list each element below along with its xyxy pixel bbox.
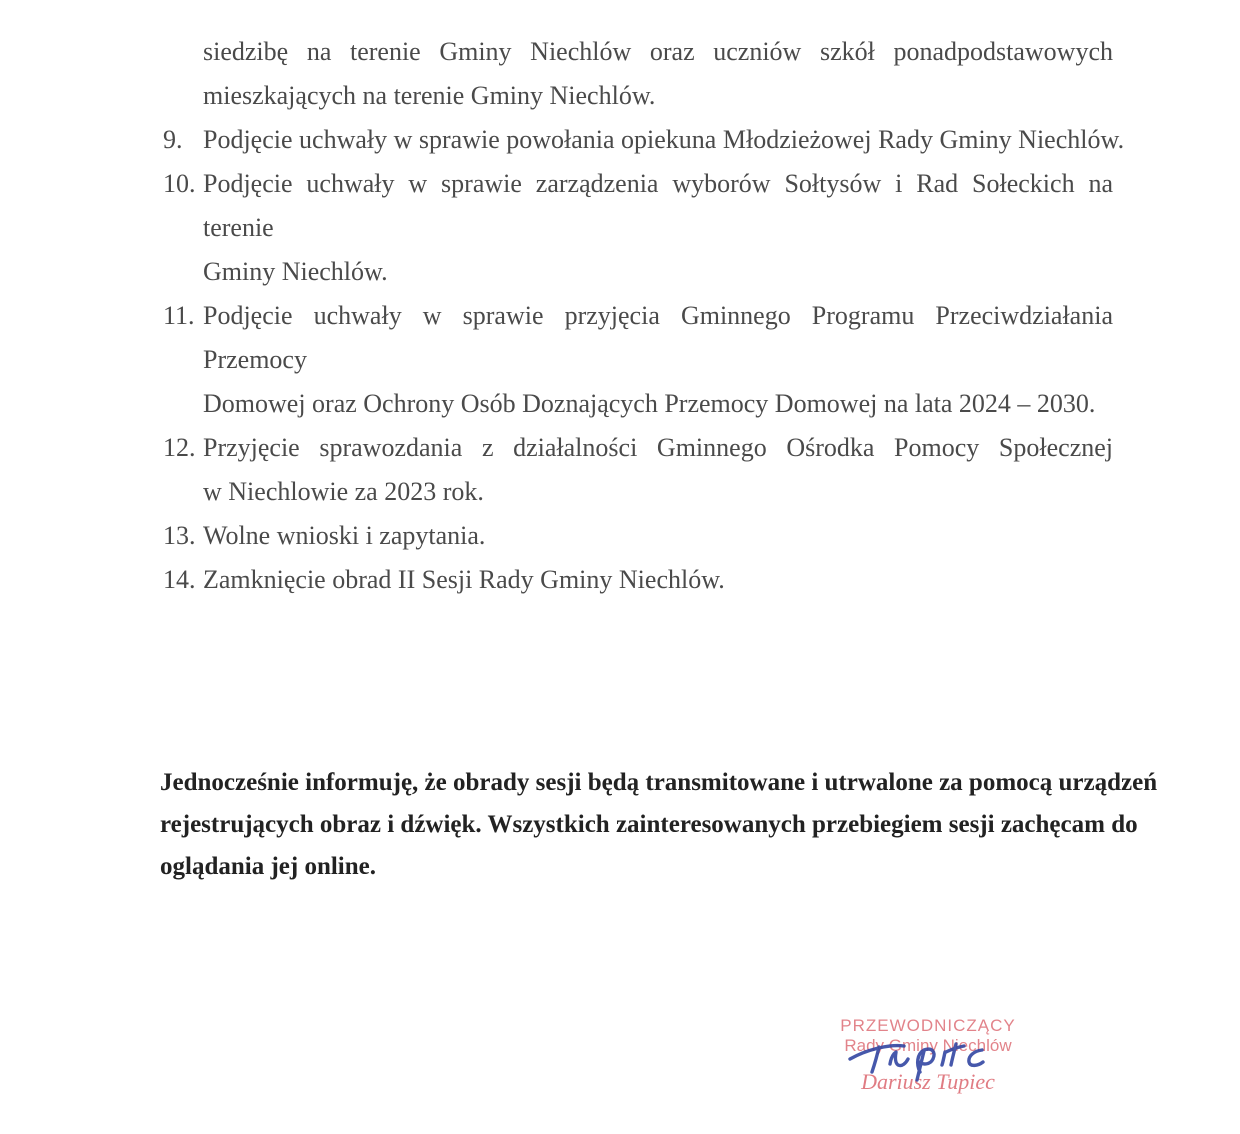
stamp-subtitle: Rady Gminy Niechlów	[844, 1035, 1012, 1055]
agenda-item-number: 10.	[163, 169, 196, 198]
paragraph-line: Podjęcie uchwały w sprawie przyjęcia Gminnego Programu Przeciwdziałania Przemocy	[203, 301, 1113, 374]
paragraph-line: mieszkających na terenie Gminy Niechlów.	[203, 81, 656, 110]
paragraph-line: Wolne wnioski i zapytania.	[203, 521, 486, 550]
paragraph-line: siedzibę na terenie Gminy Niechlów oraz uczniów szkół ponadpodstawowych	[203, 37, 1113, 66]
paragraph-line: oglądania jej online.	[160, 853, 376, 880]
stamp-name: Dariusz Tupiec	[861, 1069, 995, 1095]
stamp-title: PRZEWODNICZĄCY	[840, 1016, 1016, 1035]
agenda-item-number: 9.	[163, 125, 183, 154]
paragraph-line: Gminy Niechlów.	[203, 257, 388, 286]
broadcast-notice-paragraph	[160, 762, 1158, 888]
agenda-item-8-continuation	[163, 30, 1113, 118]
agenda-item-14	[163, 558, 1113, 602]
chairman-stamp	[828, 1016, 1028, 1094]
paragraph-line: Przyjęcie sprawozdania z działalności Gminnego Ośrodka Pomocy Społecznej	[203, 433, 1113, 462]
agenda-item-10	[163, 162, 1113, 294]
paragraph-line: Podjęcie uchwały w sprawie powołania opiekuna Młodzieżowej Rady Gminy Niechlów.	[203, 125, 1125, 154]
paragraph-line: Zamknięcie obrad II Sesji Rady Gminy Niechlów.	[203, 565, 725, 594]
agenda-item-13	[163, 514, 1113, 558]
agenda-item-number: 12.	[163, 433, 196, 462]
paragraph-line: w Niechlowie za 2023 rok.	[203, 477, 484, 506]
agenda-item-number: 13.	[163, 521, 196, 550]
agenda-item-12	[163, 426, 1113, 514]
paragraph-line: Domowej oraz Ochrony Osób Doznających Przemocy Domowej na lata 2024 – 2030.	[203, 389, 1096, 418]
paragraph-line: rejestrujących obraz i dźwięk. Wszystkich zainteresowanych przebiegiem sesji zachęcam do	[160, 811, 1138, 838]
agenda-section	[163, 30, 1125, 602]
paragraph-line: Podjęcie uchwały w sprawie zarządzenia wyborów Sołtysów i Rad Sołeckich na terenie	[203, 169, 1113, 242]
paragraph-line: Jednocześnie informuję, że obrady sesji będą transmitowane i utrwalone za pomocą urządzeń	[160, 769, 1158, 796]
agenda-item-number: 14.	[163, 565, 196, 594]
agenda-item-11	[163, 294, 1113, 426]
agenda-item-number: 11.	[163, 301, 195, 330]
agenda-item-9	[163, 118, 1125, 162]
